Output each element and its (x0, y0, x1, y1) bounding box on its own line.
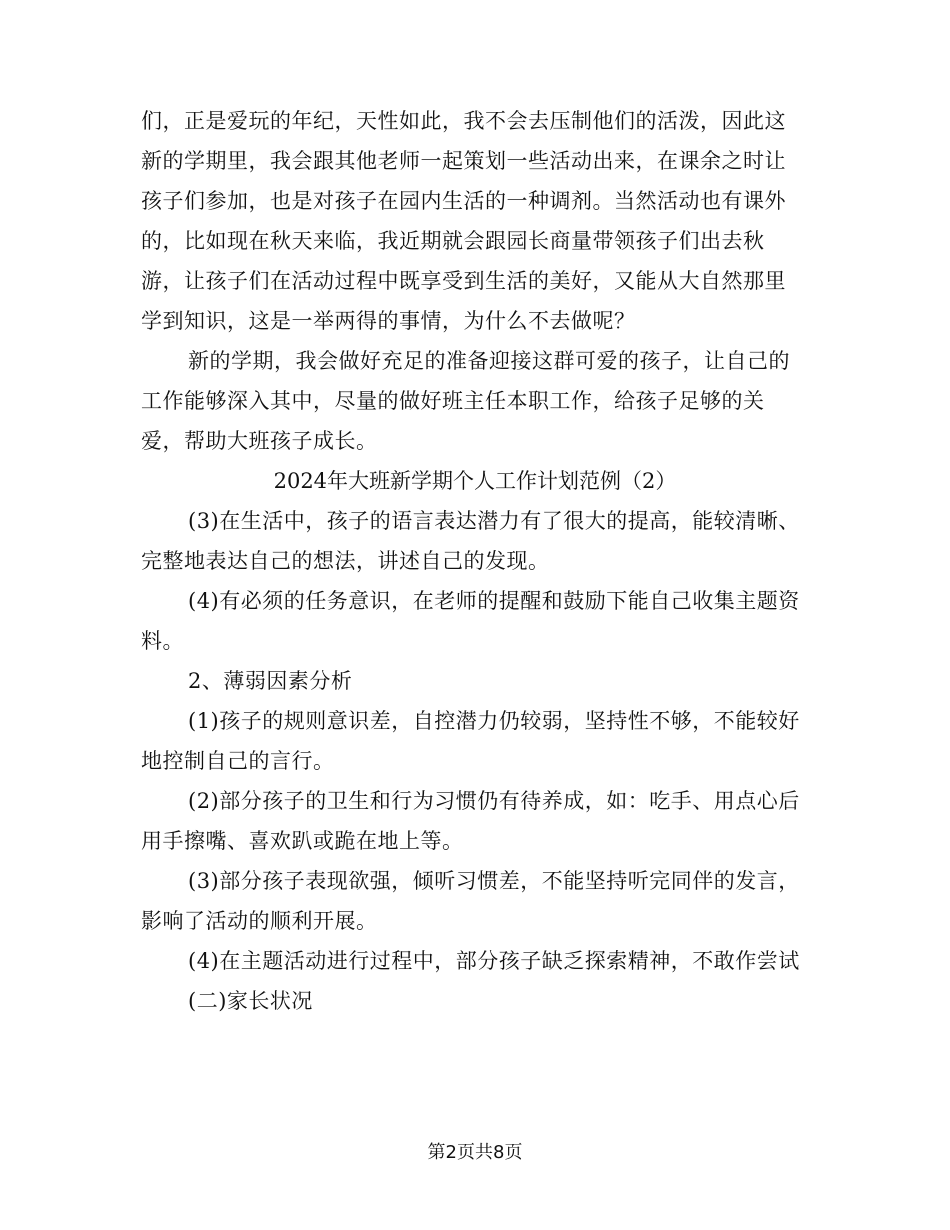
body-text-line: 料。 (141, 629, 184, 653)
paragraph-first-line: (3)部分孩子表现欲强，倾听习惯差，不能坚持听完同伴的发言， (188, 869, 800, 893)
section-title: 2024年大班新学期个人工作计划范例（2） (273, 469, 677, 493)
body-text-line: 的，比如现在秋天来临，我近期就会跟园长商量带领孩子们出去秋 (141, 229, 765, 253)
body-text-line: 工作能够深入其中，尽量的做好班主任本职工作，给孩子足够的关 (141, 389, 765, 413)
paragraph-first-line: (3)在生活中，孩子的语言表达潜力有了很大的提高，能较清晰、 (188, 509, 800, 533)
paragraph-first-line: (4)有必须的任务意识，在老师的提醒和鼓励下能自己收集主题资 (188, 589, 800, 613)
body-text-line: 们，正是爱玩的年纪，天性如此，我不会去压制他们的活泼，因此这 (141, 109, 786, 133)
body-text-line: 地控制自己的言行。 (141, 749, 335, 773)
body-text-line: 爱，帮助大班孩子成长。 (141, 429, 378, 453)
body-text-line: 影响了活动的顺利开展。 (141, 909, 378, 933)
body-text-line: 完整地表达自己的想法，讲述自己的发现。 (141, 549, 550, 573)
page-number-footer: 第2页共8页 (427, 1142, 523, 1163)
paragraph-first-line: (1)孩子的规则意识差，自控潜力仍较弱，坚持性不够，不能较好 (188, 709, 800, 733)
section-heading: 2、薄弱因素分析 (188, 669, 353, 693)
body-text-line: 用手擦嘴、喜欢趴或跪在地上等。 (141, 829, 464, 853)
paragraph-first-line: 新的学期，我会做好充足的准备迎接这群可爱的孩子，让自己的 (188, 349, 790, 373)
body-text-line: 孩子们参加，也是对孩子在园内生活的一种调剂。当然活动也有课外 (141, 189, 786, 213)
body-text-line: 新的学期里，我会跟其他老师一起策划一些活动出来，在课余之时让 (141, 149, 786, 173)
paragraph-first-line: (4)在主题活动进行过程中，部分孩子缺乏探索精神，不敢作尝试 (188, 949, 800, 973)
paragraph-first-line: (2)部分孩子的卫生和行为习惯仍有待养成，如：吃手、用点心后 (188, 789, 800, 813)
body-text-line: 学到知识，这是一举两得的事情，为什么不去做呢？ (141, 309, 636, 333)
section-heading: (二)家长状况 (188, 989, 313, 1013)
body-text-line: 游，让孩子们在活动过程中既享受到生活的美好，又能从大自然那里 (141, 269, 786, 293)
